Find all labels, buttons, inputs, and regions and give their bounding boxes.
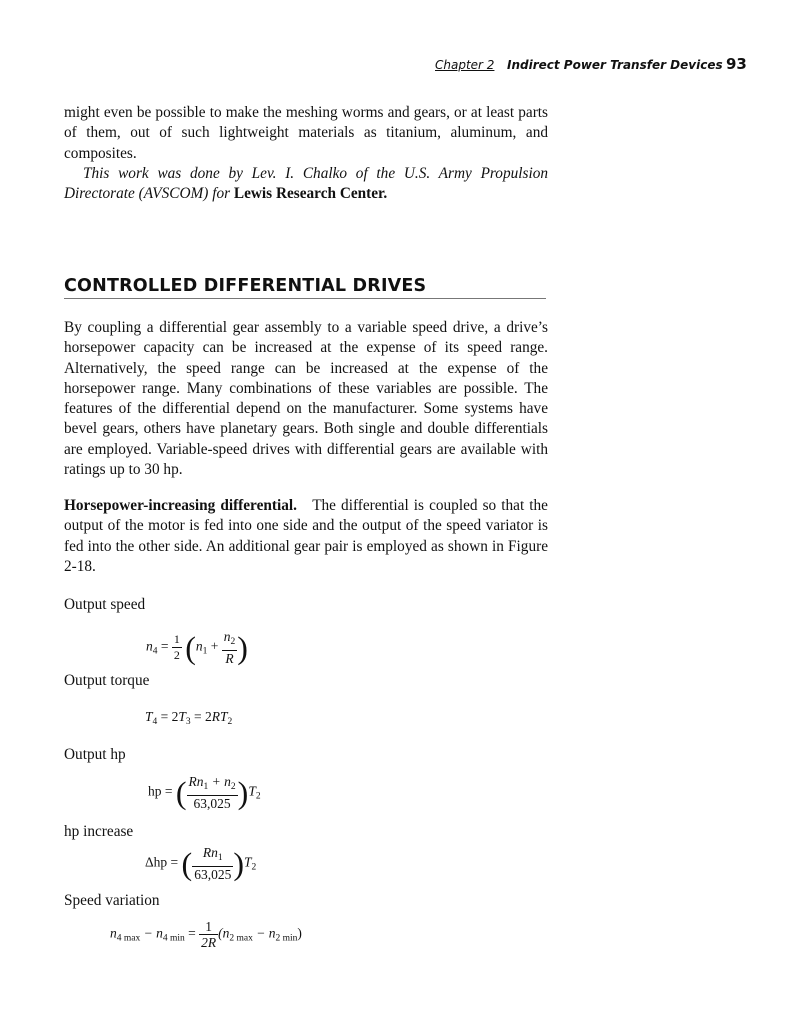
eq-lhs: hp =: [148, 783, 173, 799]
output-hp-label: Output hp: [64, 746, 126, 763]
eq-subscript: 4 max: [116, 933, 141, 944]
section-paragraph-1: By coupling a differential gear assembly to a variable speed drive, a drive’s horsepower capacity can be increased at the expense of its speed range. Alternatively, the speed range can be increased at the expense of the horsepower range. Many combinations of these variables are possible. The features of the differential depend on the manufacturer. Some systems have bevel gears, others have planetary gears. Both single and double differentials are employed. Variable-speed drives with differential gears are available with ratings up to 30 hp.: [64, 319, 548, 479]
header-title: Indirect Power Transfer Devices: [507, 58, 723, 72]
output-torque-label: Output torque: [64, 672, 150, 689]
output-hp-equation: hp = ( $\frac{Rn_1 + n_2}{63,025}$ )$T_2$: [148, 774, 261, 811]
fraction-denominator: R: [225, 651, 234, 666]
eq-symbol: n: [110, 925, 117, 941]
page-header: [430, 55, 750, 75]
eq-subscript: 2 min: [275, 933, 298, 944]
eq-subscript: 4 min: [162, 933, 185, 944]
fraction-denominator: 63,025: [194, 867, 232, 882]
eq-subscript: 3: [185, 717, 191, 727]
credit-paragraph: [64, 164, 548, 205]
section-paragraph-2: [64, 496, 548, 577]
eq-symbol: T: [145, 709, 153, 724]
eq-subscript: 1: [203, 782, 209, 792]
eq-symbol: n: [146, 638, 153, 654]
section-heading: CONTROLLED DIFFERENTIAL DRIVES: [64, 276, 546, 299]
eq-operator: =: [184, 925, 200, 941]
fraction-numerator: 1: [173, 632, 180, 646]
output-torque-equation: [145, 709, 232, 727]
eq-symbol: − n: [252, 925, 276, 941]
eq-subscript: 2: [255, 791, 261, 802]
eq-operator: ): [297, 925, 302, 941]
fraction-denominator: 63,025: [193, 796, 231, 811]
eq-symbol: T: [243, 854, 252, 870]
eq-symbol: − n: [140, 925, 163, 941]
eq-operator: = 2: [190, 709, 212, 724]
fraction-one-over-2r: [199, 919, 218, 950]
eq-symbol: T: [178, 709, 186, 724]
header-chapter: Chapter 2: [435, 58, 495, 72]
fraction-numerator: 1: [199, 919, 218, 935]
output-speed-equation: $n_4$ = $\frac{1}{2}$ ($n_1$ + $\frac{n_2}{R}$ ): [146, 629, 248, 666]
section-paragraph-2-block: [64, 496, 548, 577]
eq-subscript: 1: [202, 646, 208, 657]
fraction-n2-over-r: [222, 629, 238, 666]
eq-subscript: 4: [152, 717, 158, 727]
eq-symbol: Rn: [188, 774, 204, 789]
page-number: 93: [726, 55, 747, 73]
eq-subscript: 2: [230, 637, 236, 647]
eq-subscript: 2: [251, 862, 257, 873]
subheading-text: The differential is coupled so that the output of the motor is fed into one side and the output of the speed variator is fed into the other side. An additional gear pair is employed as shown in Figure 2-18.: [64, 497, 548, 575]
credit-italic: This work was done by Lev. I. Chalko of the U.S. Army Propulsion Directorate (AVSCOM) for: [64, 164, 548, 203]
credit-bold: Lewis Research Center.: [233, 185, 388, 203]
fraction-half: [172, 632, 182, 663]
fraction-hp-increase: [192, 845, 233, 882]
eq-symbol: Rn: [202, 845, 218, 860]
eq-symbol: RT: [211, 709, 228, 724]
speed-variation-equation: [110, 919, 302, 950]
intro-paragraph: might even be possible to make the meshing worms and gears, or at least parts of them, out of such lightweight materials as titanium, aluminum, and composites.: [64, 104, 548, 162]
eq-symbol: + n: [208, 774, 231, 789]
eq-subscript: 2 max: [229, 933, 253, 944]
eq-symbol: n: [195, 638, 203, 654]
eq-operator: = 2: [157, 709, 179, 724]
fraction-denominator: 2R: [201, 935, 217, 950]
eq-subscript: 2: [227, 717, 233, 727]
eq-subscript: 1: [217, 853, 223, 863]
section-paragraph-1-block: [64, 318, 548, 480]
eq-symbol: T: [248, 783, 256, 799]
eq-symbol: n: [223, 629, 231, 644]
fraction-denominator: 2: [173, 648, 180, 662]
hp-increase-label: hp increase: [64, 823, 134, 840]
eq-subscript: 4: [152, 646, 158, 657]
fraction-hp: [187, 774, 238, 811]
eq-lhs: Δhp =: [145, 854, 179, 870]
intro-block: [64, 103, 548, 204]
output-speed-label: Output speed: [64, 596, 146, 613]
eq-symbol: (n: [218, 925, 230, 941]
speed-variation-label: Speed variation: [64, 892, 160, 909]
eq-subscript: 2: [230, 782, 236, 792]
subheading: Horsepower-increasing differential.: [64, 497, 297, 514]
hp-increase-equation: Δhp = ( $\frac{Rn_1}{63,025}$ )$T_2$: [145, 845, 257, 882]
